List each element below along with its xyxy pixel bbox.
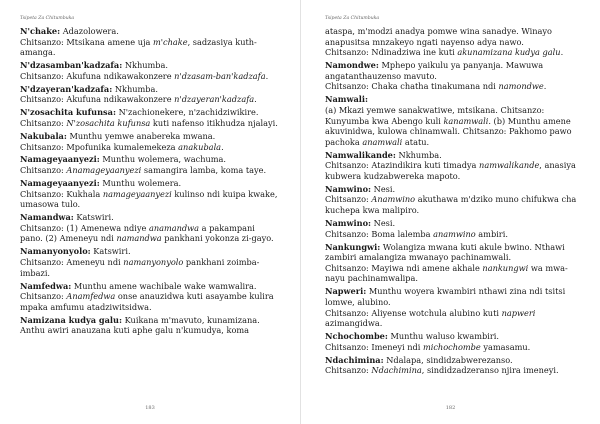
example-word: anamandwa <box>148 222 200 233</box>
headword: N'dzasamban'kadzafa: <box>20 60 123 71</box>
example-text: , anasiya kubwera kudzabwereka mapoto. <box>325 160 576 181</box>
example-text: onse anauzidwa kuti asayambe kulira mpaka amfumu atadziwitsidwa. <box>20 291 274 312</box>
right-page <box>300 0 600 424</box>
example-word: anakubala <box>178 141 222 152</box>
dictionary-entry <box>20 246 278 278</box>
example-text: Chitsanzo: Aliyense wotchula alubino kuti <box>325 307 502 318</box>
example-text: Chitsanzo: Atazindikira kuti timadya <box>325 160 480 171</box>
headword: Nakubala: <box>20 130 67 141</box>
example-text: pankhani yokonza zi-gayo. <box>161 233 274 244</box>
dictionary-entry <box>325 94 582 147</box>
example-text: Chitsanzo: Boma lalemba <box>325 228 434 239</box>
dictionary-entry <box>325 60 582 92</box>
dictionary-entry <box>325 184 582 216</box>
example-text: yamasamu. <box>480 341 531 352</box>
example-text: Chitsanzo: <box>20 165 67 176</box>
definition: Ndalapa, sindidzabwerezanso. <box>383 354 513 365</box>
example-word: Anamwino <box>371 194 416 205</box>
example-text: Chitsanzo: Mayiwa ndi amene akhale <box>325 262 483 273</box>
example-word: napweri <box>501 307 536 318</box>
example-text: , sadzasiya kuth-amanga. <box>20 36 257 58</box>
definition: Munthu wolemera. <box>99 178 182 189</box>
headword: Ndachimina: <box>325 354 384 365</box>
example-word: Anamageyaanyezi <box>66 165 142 176</box>
example-text: pankhani zoimba-imbazi. <box>20 257 260 278</box>
headword: Nchochombe: <box>325 331 388 342</box>
example-text: Chitsanzo: Mtsikana amene uja <box>20 36 154 47</box>
example-word: namandwa <box>116 233 162 244</box>
definition: Katswiri. <box>73 212 114 223</box>
right-entries <box>325 26 582 376</box>
headword: Napweri: <box>325 286 367 297</box>
definition: Adazolowera. <box>60 26 119 36</box>
example-text: . <box>254 94 257 105</box>
definition: N'zachionekere, n'zachidziwikire. <box>116 107 259 118</box>
headword: Namandwa: <box>20 212 74 223</box>
dictionary-entry <box>325 242 582 284</box>
example-word: namageyaanyezi <box>102 188 172 199</box>
example-text: Chitsanzo: Mpofunika kumalemekeza <box>20 141 179 152</box>
example-text: kulinso ndi kuipa kwake, umasowa tulo. <box>20 188 278 210</box>
dictionary-entry <box>325 355 582 376</box>
example-word: Anamfedwa <box>66 291 116 302</box>
definition: Nkhumba. <box>122 60 169 71</box>
running-head: Tsipeta Za Chitumbuka <box>325 16 380 21</box>
example-word: anamwino <box>433 228 476 239</box>
headword: Namanyonyolo: <box>20 246 91 257</box>
definition: Munthu yemwe anabereka mwana. <box>66 130 216 141</box>
example-text: Chitsanzo: Kukhala <box>20 188 103 199</box>
example-text: wa mwa-nayu pachinamwalipa. <box>325 262 568 284</box>
headword: Namwino: <box>325 218 372 229</box>
example-word: n'dzasam-ban'kadzafa <box>174 70 266 81</box>
headword: Namageyaanyezi: <box>20 154 100 165</box>
definition: Katswiri. <box>90 246 131 257</box>
definition: ataspa, m'modzi anadya pomwe wina sanadye. Winayo anapusitsa mnzakeyo ngati nayenso adya nawo. <box>325 26 552 47</box>
example-word: kanamwali <box>443 115 489 126</box>
example-text: . <box>543 81 547 92</box>
definition: Munthu wolemera, wachuma. <box>99 154 227 165</box>
dictionary-entry <box>20 154 278 175</box>
example-text: Chitsanzo: (1) Amenewa ndiye <box>20 222 149 233</box>
example-text: atatu. <box>402 136 430 147</box>
example-text: . <box>221 141 224 152</box>
dictionary-entry <box>20 84 278 105</box>
dictionary-entry <box>20 281 278 313</box>
headword: Namfedwa: <box>20 280 72 291</box>
definition: Nkhumba. <box>112 83 158 94</box>
example-word: michochombe <box>422 341 481 352</box>
dictionary-entry <box>20 60 278 81</box>
definition: Munthu woyera kwambiri nthawi zina ndi tsitsi lomwe, alubino. <box>325 286 566 307</box>
example-word: N'zosachita kufunsa <box>66 117 151 128</box>
dictionary-entry <box>325 286 582 328</box>
page-number: 182 <box>445 405 456 411</box>
headword: Namwino: <box>325 183 372 194</box>
example-text: azimangidwa. <box>325 318 383 329</box>
dictionary-entry <box>20 178 278 210</box>
definition: Kuikana m'mavuto, kunamizana. Anthu awiri anauzana kuti aphe galu n'kumudya, koma <box>20 314 260 336</box>
dictionary-entry <box>20 315 278 336</box>
running-head: Tsipeta Za Chitumbuka <box>20 16 75 21</box>
dictionary-entry <box>20 212 278 244</box>
example-text: Chitsanzo: Akufuna ndikawakonzere <box>20 70 175 81</box>
example-word: m'chake <box>153 36 188 47</box>
dictionary-entry <box>325 218 582 239</box>
example-text: . (b) Munthu amene akuvinidwa, kulowa chinamwali. Chitsanzo: Pakhomo pawo pachoka <box>325 115 572 147</box>
example-text: Chitsanzo: Ameneyu ndi <box>20 257 124 267</box>
left-entries <box>20 26 278 336</box>
page-number: 183 <box>145 405 155 411</box>
headword: Nankungwi: <box>325 241 381 252</box>
example-word: namondwe <box>498 81 544 92</box>
definition: Nkhumba. <box>395 149 442 160</box>
example-text: Chitsanzo: Akufuna ndikawakonzere <box>20 94 175 105</box>
headword: Namondwe: <box>325 60 379 71</box>
dictionary-entry <box>20 131 278 152</box>
definition: Munthu waluso kwambiri. <box>387 331 500 342</box>
headword: Namageyaanyezi: <box>20 178 100 189</box>
headword: Namwali: <box>325 94 369 105</box>
example-text: Chitsanzo: Chaka chatha tinakumana ndi <box>325 81 499 92</box>
definition: Wolangiza mwana kuti akule bwino. Nthawi zambiri amalangiza mwanayo pachinamwali. <box>325 241 565 263</box>
dictionary-entry <box>325 150 582 182</box>
definition: Nesi. <box>371 218 396 229</box>
dictionary-entry <box>20 107 278 128</box>
headword: Namwalikande: <box>325 149 396 160</box>
example-text: akuthawa m'dziko muno chifukwa cha kuchepa kwa malipiro. <box>325 194 577 216</box>
dictionary-entry <box>325 331 582 352</box>
headword: Namizana kudya galu: <box>20 314 123 325</box>
example-word: n'dzayeran'kadzafa <box>174 94 255 105</box>
example-text: a pakampani pano. (2) Ameneyu ndi <box>20 222 255 244</box>
example-text: (a) Mkazi yemwe sanakwatiwe, mtsikana. Chitsanzo: Kunyumba kwa Abengo kuli <box>325 104 545 126</box>
example-word: namanyonyolo <box>123 257 184 267</box>
example-text: Chitsanzo: <box>20 291 67 302</box>
example-text: . <box>265 70 269 81</box>
definition: Munthu amene wachibale wake wamwalira. <box>71 280 257 291</box>
dictionary-entry <box>325 26 582 58</box>
example-word: Ndachimina <box>371 365 422 376</box>
headword: N'zosachita kufunsa: <box>20 107 116 118</box>
example-text: ambiri. <box>475 228 508 239</box>
example-text: Chitsanzo: Imeneyi ndi <box>325 341 423 352</box>
example-text: kuti nafenso itikhudza njalayi. <box>150 117 278 128</box>
example-word: namwalikande <box>479 160 540 171</box>
example-text: samangira lamba, koma taye. <box>141 165 267 176</box>
example-text: , sindidzadzeranso njira imeneyi. <box>421 365 559 376</box>
headword: N'dzayeran'kadzafa: <box>20 83 113 94</box>
definition: Nesi. <box>371 183 396 194</box>
dictionary-entry <box>20 26 278 58</box>
example-text: Chitsanzo: <box>325 365 372 376</box>
example-text: Chitsanzo: <box>325 194 372 205</box>
example-word: nankungwi <box>482 262 529 273</box>
example-text: . <box>560 47 564 58</box>
example-text: Chitsanzo: Ndinadziwa ine kuti <box>325 47 458 58</box>
definition: Mphepo yaikulu ya panyanja. Mawuwa angatanthauzenso mavuto. <box>325 60 544 81</box>
example-text: Chitsanzo: <box>20 117 67 128</box>
example-word: anamwali <box>362 136 403 147</box>
headword: N'chake: <box>20 26 61 36</box>
example-word: akunamizana kudya galu <box>457 47 561 58</box>
